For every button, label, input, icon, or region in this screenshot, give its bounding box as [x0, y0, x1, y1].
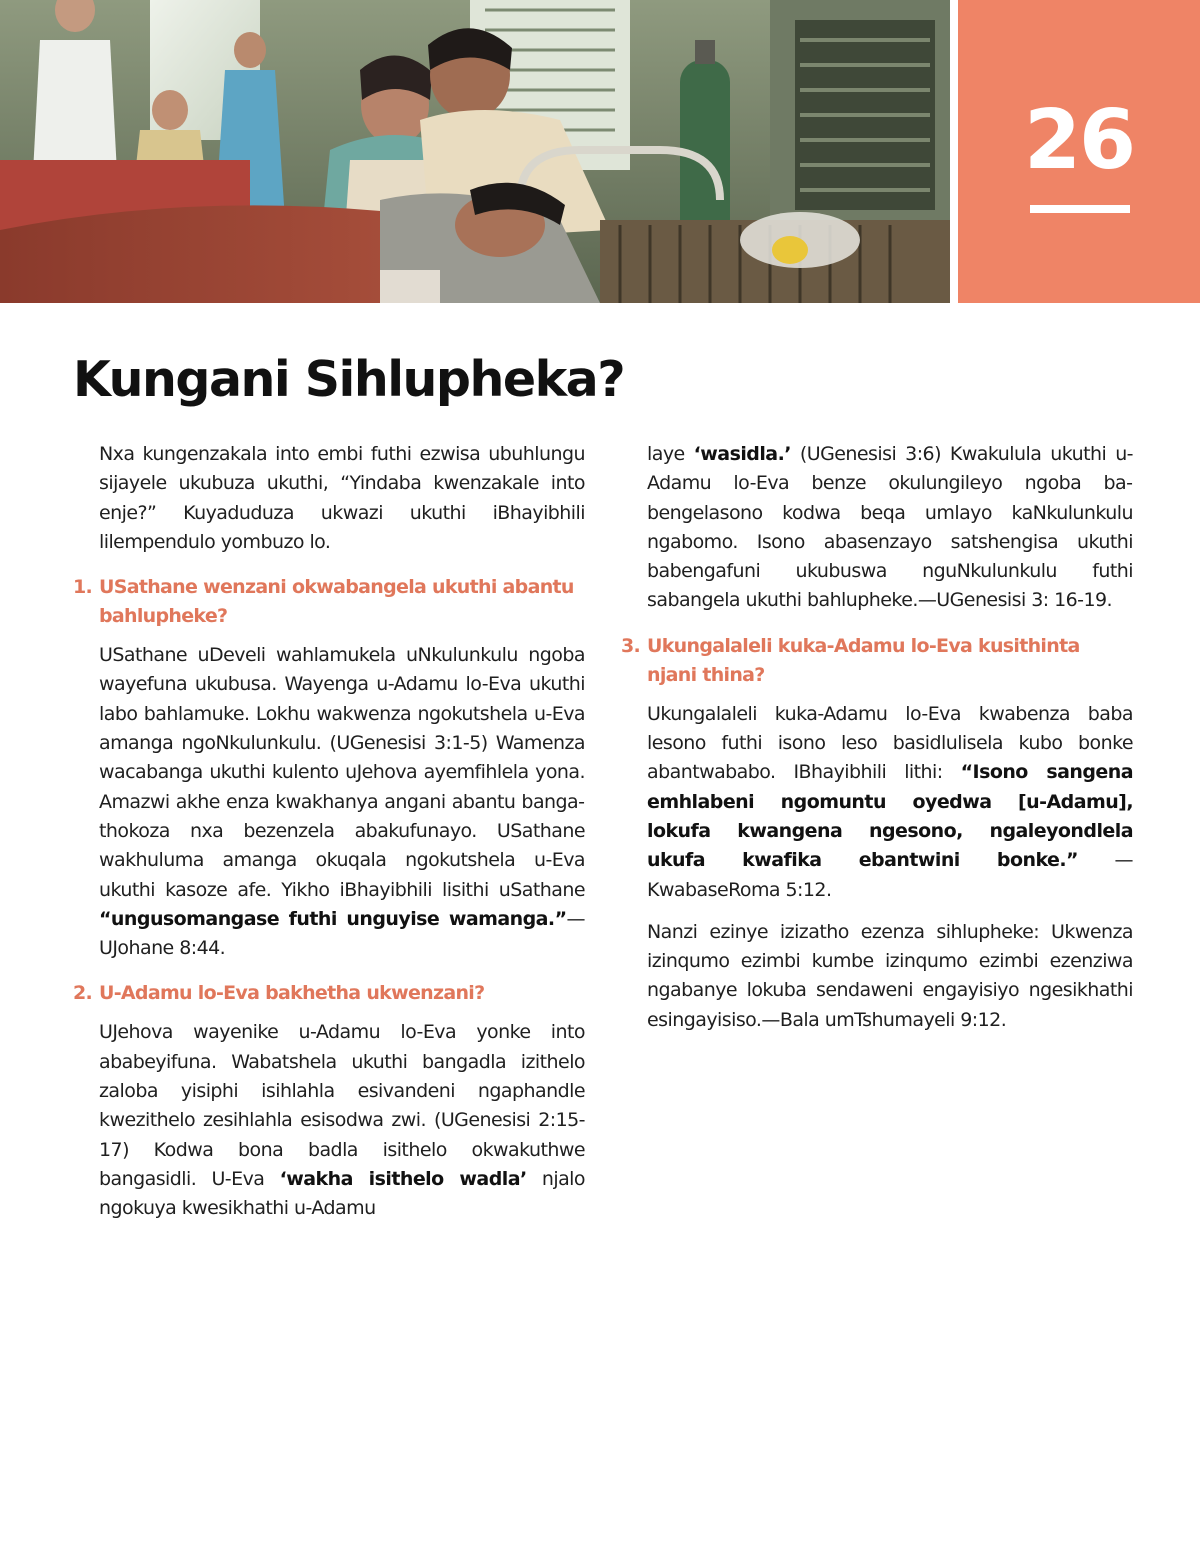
right-column: [621, 440, 1133, 1048]
question-2-text: U-Adamu lo-Eva bakhetha ukwenzani?: [99, 982, 485, 1005]
answer-2-text-b: njalo ngokuya kwesikhathi u-Adamu: [99, 1167, 585, 1220]
answer-3-text: Ukungalaleli kuka-Adamu lo-Eva kwabenza baba lesono futhi isono leso basidlulisela kubo bonke abantwababo. IBhayibhili lithi:: [647, 702, 1133, 784]
answer-2-text-a: UJehova wayenike u-Adamu lo-Eva yonke into ababeyifuna. Wabatshela ukuthi bangadla izithelo zaloba yisiphi isihlahla esivandeni ngaphandle kwezithelo zesihlahla esisodwa zwi. (UGenesisi 2:15-17) Kodwa bona badla isithelo okwakuthwe bangasidli. U-Eva: [99, 1021, 585, 1190]
header-photo: [0, 0, 950, 303]
answer-3-quote: “Isono sangena emhlabeni ngomuntu oyedwa [u-Adamu], lokufa kwangena ngesono, ngaleyondlela ukufa kwafika ebantwini bonke.”: [647, 761, 1133, 872]
answer-1-paragraph: [99, 641, 585, 963]
lesson-number-panel: [958, 0, 1200, 303]
answer-3-second-paragraph: Nanzi ezinye izizatho ezenza sihlupheke: Ukwenza izinqumo ezimbi kumbe izinqumo ezimbi ezenziwa ngabanye lokuba sendaweni engayisiyo ngesikhathi esingayisiso.—Bala umTshumayeli 9:12.: [647, 920, 1133, 1031]
answer-1-reference: —UJohane 8:44.: [99, 907, 585, 960]
intro-paragraph: Nxa kungenzakala into embi futhi ezwisa ubuhlungu sijayele ukubuza ukuthi, “Yindaba kwenzakale into enje?” Kuyaduduza ukwazi ukuthi iBhayibhili lilempendulo yombuzo lo.: [99, 443, 585, 553]
page-title: Kungani Sihlupheka?: [73, 351, 625, 408]
answer-1-quote: “ungusomangase futhi unguyise wamanga.”: [99, 907, 567, 930]
left-column: [73, 440, 585, 1237]
answer-2-text-c: laye: [647, 443, 694, 465]
question-3-number: 3.: [621, 634, 641, 657]
answer-2-continued-paragraph: [647, 440, 1133, 616]
question-1-number: 1.: [73, 576, 93, 599]
question-2: [73, 979, 585, 1008]
answer-3-paragraph: [647, 700, 1133, 905]
question-1-text: USathane wenzani okwabangela ukuthi abantu bahlupheke?: [99, 576, 574, 628]
lesson-number-underline: [1030, 205, 1130, 213]
question-1: [73, 573, 585, 631]
hospital-scene-illustration: [0, 0, 950, 303]
lesson-number: 26: [1023, 93, 1135, 188]
answer-2-text-d: (UGenesisi 3:6) Kwakulula ukuthi u-Adamu lo-Eva benze okulungileyo ngoba babengelasono kodwa beqa umlayo kaNkulunkulu ngabomo. Isono abasenzayo satshengisa ukuthi babengafuni ukubuswa nguNkulunkulu futhi sabangela ukuthi bahlupheke.—UGenesisi 3: 16-19.: [647, 443, 1133, 612]
answer-3-reference: —KwabaseRoma 5:12.: [647, 849, 1133, 901]
answer-2-paragraph: [99, 1018, 585, 1223]
answer-2-quote-a: ‘wakha isithelo wadla’: [279, 1167, 527, 1190]
question-2-number: 2.: [73, 982, 93, 1005]
question-3-text: Ukungalaleli kuka-Adamu lo-Eva kusithinta njani thina?: [647, 634, 1080, 686]
answer-1-text: USathane uDeveli wahlamukela uNkulunkulu ngoba wayefuna ukubusa. Wayenga u-Adamu lo-Eva ukuthi labo bahlamuke. Lokhu wakwenza ngokutshela u-Eva amanga ngoNkulunkulu. (UGenesisi 3:1-5) Wamenza wacabanga ukuthi kulento uJehova ayemfihlela yona. Amazwi akhe enza kwakhanya angani abantu bangathokoza nxa bezenzela abakufunayo. USathane wakhuluma amanga okuqala ngokutshela u-Eva ukuthi kasoze afe. Yikho iBhayibhili lisithi uSathane: [99, 644, 585, 901]
question-3: [621, 632, 1133, 690]
answer-2-quote-b: ‘wasidla.’: [693, 443, 791, 465]
